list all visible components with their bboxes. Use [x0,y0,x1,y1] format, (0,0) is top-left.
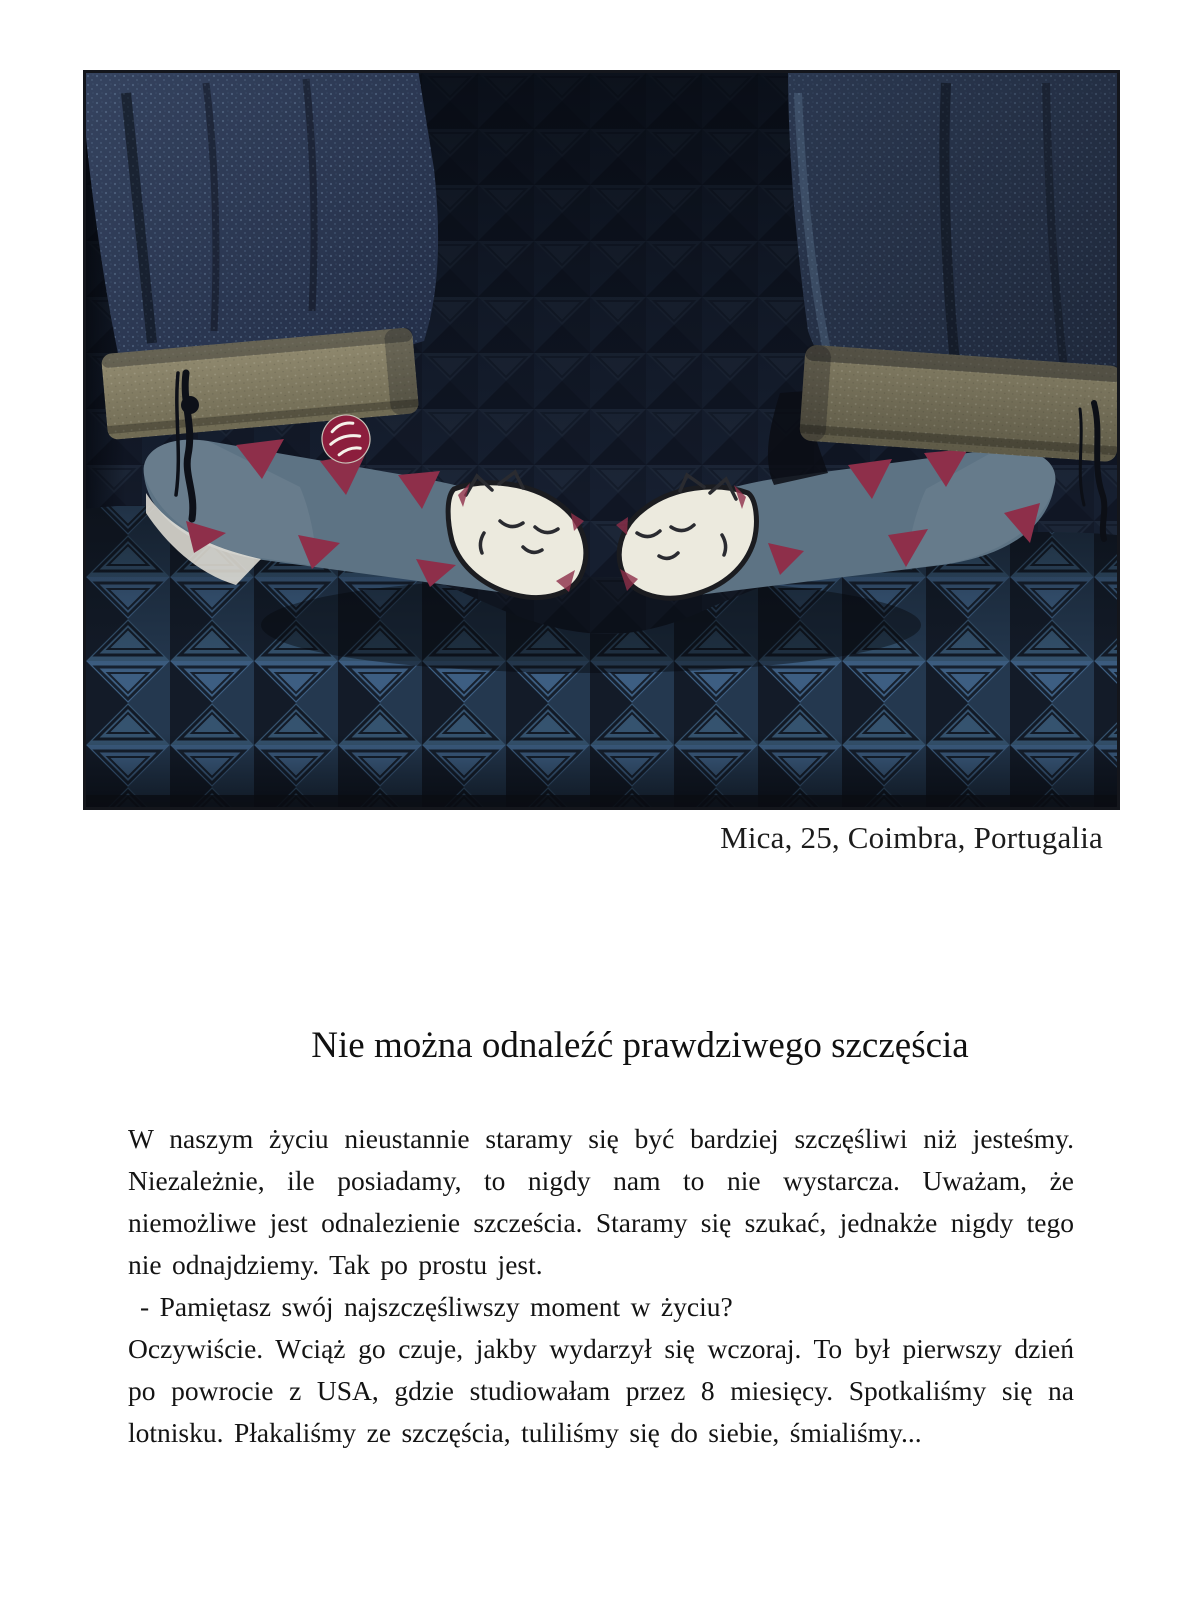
body-text [128,1118,1074,1454]
sock-shadow [261,577,921,673]
photo-illustration [86,73,1117,807]
paragraph-3-answer: Oczywiście. Wciąż go czuje, jakby wydarzył się wczoraj. To był pierwszy dzień po powrocie z USA, gdzie studiowałam przez 8 miesięcy. Spotkaliśmy się na lotnisku. Płakaliśmy ze szczęścia, tuliliśmy się do siebie, śmialiśmy... [128,1333,1074,1448]
photo-bottom-shadow [86,733,1117,807]
jeans-left-leg [86,73,438,368]
photo-caption: Mica, 25, Coimbra, Portugalia [720,820,1103,855]
paragraph-2-question: - Pamiętasz swój najszczęśliwszy moment w życiu? [140,1291,733,1322]
paragraph-1: W naszym życiu nieustannie staramy się być bardziej szczęśliwi niż jesteśmy. Niezależnie, ile posiadamy, to nigdy nam to nie wystarcza. Uważam, że niemożliwe jest odnalezienie szcześcia. Staramy się szukać, jednakże nigdy tego nie odnajdziemy. Tak po prostu jest. [128,1123,1074,1280]
page-title: Nie można odnaleźć prawdziwego szczęścia [311,1025,969,1066]
photo-cat-socks [83,70,1120,810]
